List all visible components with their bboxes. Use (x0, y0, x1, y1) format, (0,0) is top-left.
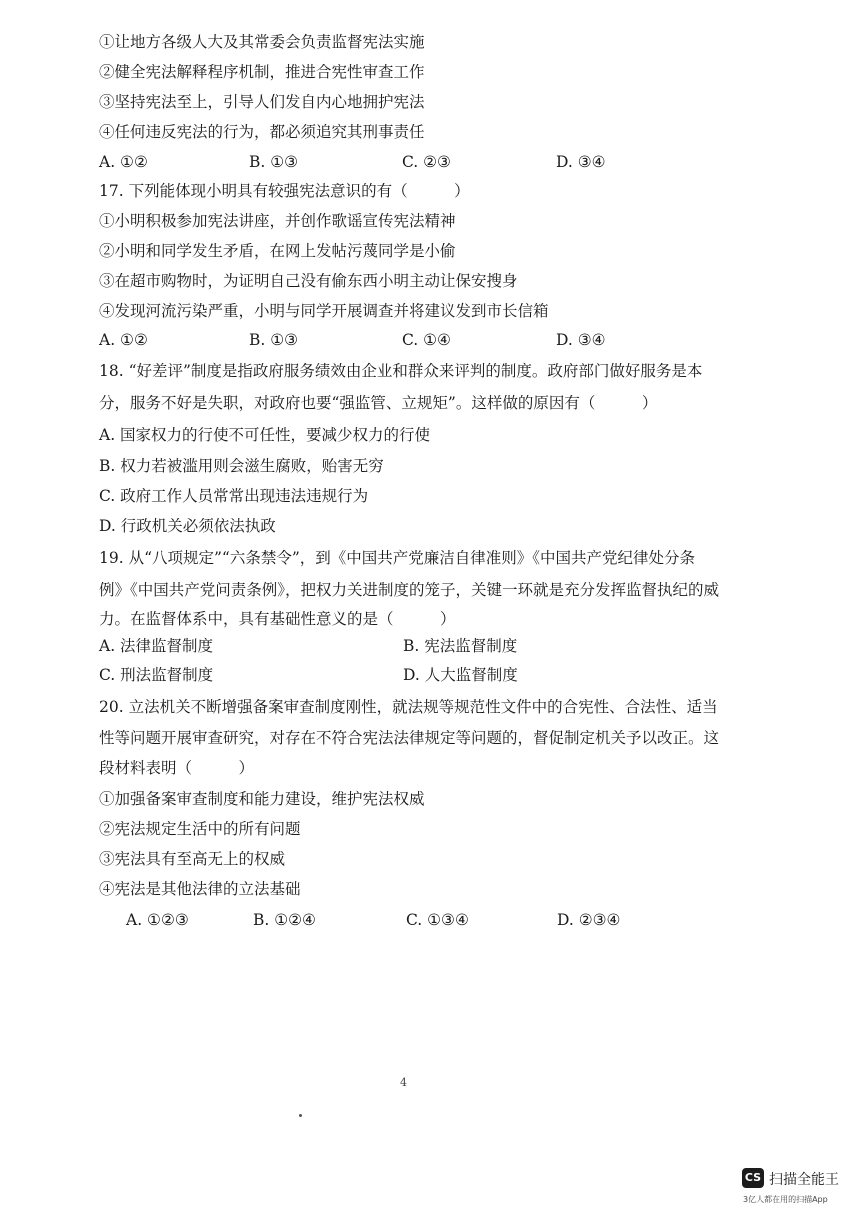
q16-option-c: C. ②③ (402, 153, 451, 171)
q19-option-b: B. 宪法监督制度 (403, 637, 518, 655)
q17-option-a: A. ①② (99, 331, 148, 349)
q18-stem-line-2: 分，服务不好是失职，对政府也要“强监管、立规矩”。这样做的原因有（ ） (99, 394, 658, 412)
q19-stem-line-3: 力。在监督体系中，具有基础性意义的是（ ） (99, 610, 456, 628)
q19-stem-line-2: 例》《中国共产党问责条例》，把权力关进制度的笼子，关键一环就是充分发挥监督执纪的威 (99, 581, 720, 599)
q16-item-2: ②健全宪法解释程序机制，推进合宪性审查工作 (99, 63, 425, 81)
scanner-watermark (742, 1168, 854, 1208)
q16-option-b: B. ①③ (249, 153, 299, 171)
q18-option-a: A. 国家权力的行使不可任性，要减少权力的行使 (99, 426, 431, 444)
q18-option-b: B. 权力若被滥用则会滋生腐败，贻害无穷 (99, 457, 384, 475)
q17-item-3: ③在超市购物时，为证明自己没有偷东西小明主动让保安搜身 (99, 272, 518, 290)
q18-option-d: D. 行政机关必须依法执政 (99, 517, 276, 535)
q17-item-4: ④发现河流污染严重，小明与同学开展调查并将建议发到市长信箱 (99, 302, 549, 320)
q19-option-a: A. 法律监督制度 (99, 637, 214, 655)
q20-item-1: ①加强备案审查制度和能力建设，维护宪法权威 (99, 790, 425, 808)
q17-item-2: ②小明和同学发生矛盾，在网上发帖污蔑同学是小偷 (99, 242, 456, 260)
page-number: 4 (400, 1076, 407, 1089)
q17-stem: 17. 下列能体现小明具有较强宪法意识的有（ ） (99, 182, 470, 200)
q20-stem-line-2: 性等问题开展审查研究，对存在不符合宪法法律规定等问题的，督促制定机关予以改正。这 (99, 729, 720, 747)
q17-option-d: D. ③④ (556, 331, 606, 349)
q18-option-c: C. 政府工作人员常常出现违法违规行为 (99, 487, 369, 505)
q20-stem-line-3: 段材料表明（ ） (99, 759, 255, 777)
q16-option-d: D. ③④ (556, 153, 606, 171)
q17-option-b: B. ①③ (249, 331, 299, 349)
q20-stem-line-1: 20. 立法机关不断增强备案审查制度刚性，就法规等规范性文件中的合宪性、合法性、适当 (99, 698, 718, 716)
scan-speck (299, 1114, 302, 1117)
watermark-tagline: 3亿人都在用的扫描App (743, 1195, 828, 1204)
q16-item-3: ③坚持宪法至上，引导人们发自内心地拥护宪法 (99, 93, 425, 111)
q20-option-a: A. ①②③ (126, 911, 189, 929)
q20-item-2: ②宪法规定生活中的所有问题 (99, 820, 301, 838)
q20-option-c: C. ①③④ (406, 911, 469, 929)
q16-item-4: ④任何违反宪法的行为，都必须追究其刑事责任 (99, 123, 425, 141)
q17-item-1: ①小明积极参加宪法讲座，并创作歌谣宣传宪法精神 (99, 212, 456, 230)
q16-item-1: ①让地方各级人大及其常委会负责监督宪法实施 (99, 33, 425, 51)
q20-item-4: ④宪法是其他法律的立法基础 (99, 880, 301, 898)
q17-option-c: C. ①④ (402, 331, 451, 349)
q16-option-a: A. ①② (99, 153, 148, 171)
q19-stem-line-1: 19. 从“八项规定”“六条禁令”，到《中国共产党廉洁自律准则》《中国共产党纪律处分条 (99, 549, 696, 567)
q19-option-c: C. 刑法监督制度 (99, 666, 214, 684)
q19-option-d: D. 人大监督制度 (403, 666, 518, 684)
q20-option-b: B. ①②④ (253, 911, 316, 929)
watermark-app-name: 扫描全能王 (769, 1172, 839, 1188)
q20-item-3: ③宪法具有至高无上的权威 (99, 850, 286, 868)
camscanner-logo-icon: CS (742, 1168, 764, 1188)
q20-option-d: D. ②③④ (557, 911, 621, 929)
q18-stem-line-1: 18. “好差评”制度是指政府服务绩效由企业和群众来评判的制度。政府部门做好服务是本 (99, 362, 703, 380)
